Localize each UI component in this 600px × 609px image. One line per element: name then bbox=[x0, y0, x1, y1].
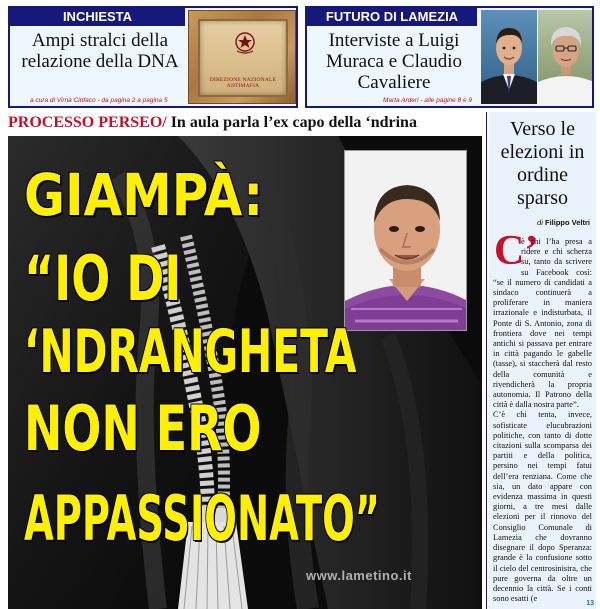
editorial-title[interactable]: Verso le elezioni in ordine sparso bbox=[500, 118, 585, 209]
drop-cap: C’ bbox=[494, 228, 539, 274]
republic-emblem-icon bbox=[234, 29, 256, 55]
portrait-photo-muraca bbox=[481, 10, 537, 104]
editorial-paragraph: C’è chi tenta, invece, sofisticate elucubrazioni politiche, con tanto di dotte citazioni sulla scomparsa dei partiti e della politica, persino nei tempi fatui dell’era renziana. Come che sia, un dato appare con evidenza massima in questi giorni, a tre mesi dalle elezioni per il rinnovo del Consiglio Comunale di Lamezia che dovranno disegnare il dopo Speranza: grande è la confusione sotto il cielo del centrosinistra, che pure governa da oltre un decennio la città. Se i conti sono esatti (e bbox=[493, 410, 592, 604]
teaser-credit: a cura di Virna Cinfaco - da pagina 2 a pagina 5 bbox=[30, 97, 168, 104]
section-label: INCHIESTA bbox=[10, 8, 185, 26]
teaser-credit: Marta Arderi - alle pagine 8 e 9 bbox=[383, 97, 473, 104]
teaser-futuro-lamezia[interactable] bbox=[305, 6, 594, 108]
headline-line-4: NON ERO bbox=[24, 392, 262, 465]
defendant-mugshot-photo bbox=[344, 150, 467, 331]
plaque-text: DIREZIONE NAZIONALE ANTIMAFIA bbox=[209, 77, 277, 89]
column-rule bbox=[486, 112, 487, 609]
antimafia-plaque-photo bbox=[188, 10, 296, 104]
headline-line-1: GIAMPÀ: bbox=[24, 161, 264, 229]
teaser-headline[interactable]: Ampi stralci della relazione della DNA bbox=[21, 30, 179, 72]
kicker-black: In aula parla l’ex capo della ‘ndrina bbox=[166, 114, 417, 131]
teaser-inchiesta[interactable] bbox=[8, 6, 298, 108]
headline-line-2: “IO DI bbox=[24, 242, 182, 315]
portrait-photo-cavaliere bbox=[538, 10, 594, 104]
drop-cap-space bbox=[493, 237, 521, 275]
byline-author: Filippo Veltri bbox=[544, 218, 590, 227]
editorial-byline bbox=[537, 218, 590, 227]
site-watermark: www.lametino.it bbox=[306, 568, 412, 583]
byline-prefix: di bbox=[537, 218, 543, 227]
teaser-headline[interactable]: Interviste a Luigi Muraca e Claudio Cavaliere bbox=[325, 30, 463, 93]
kicker-red: PROCESSO PERSEO/ bbox=[8, 114, 167, 131]
main-story-photo[interactable] bbox=[8, 136, 482, 609]
headline-line-5: APPASSIONATO” bbox=[24, 482, 381, 555]
section-label: FUTURO DI LAMEZIA bbox=[307, 8, 477, 26]
editorial-column[interactable] bbox=[489, 112, 596, 609]
headline-line-3: ‘NDRANGHETA bbox=[24, 317, 357, 387]
editorial-body bbox=[493, 237, 592, 604]
story-kicker bbox=[8, 112, 482, 134]
continued-page-ref[interactable]: 13 bbox=[586, 600, 594, 607]
plaque-plate bbox=[198, 19, 288, 97]
editorial-paragraph: è chi l’ha presa a ridere e chi scherza su, tanto da scrivere su Facebook così: “se il numero di candidati a sindaco continuerà a proliferare in maniera irrazionale e indisturbata, il Ponte di S. Antonio, zona di frontiera dove nei tempi antichi si passava per entrare in città pagando le gabelle (tasse), si staccherà dal resto della comunità e rivendicherà la propria autonomia. Il Patrono della città è dalla nostra parte”. bbox=[493, 237, 592, 410]
